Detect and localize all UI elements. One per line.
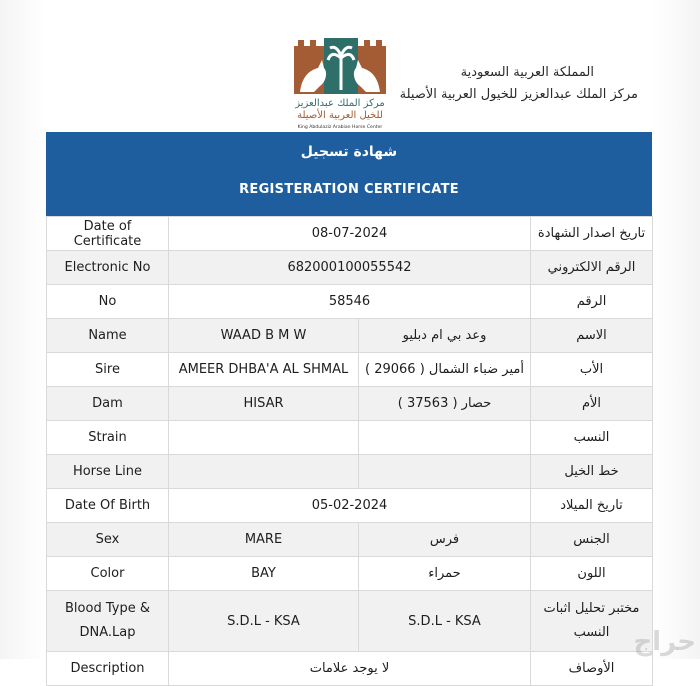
value-en: MARE	[169, 523, 359, 557]
logo-arabic-line1: مركز الملك عبدالعزيز	[295, 98, 385, 109]
value-ar: حمراء	[359, 557, 531, 591]
label-en: Color	[47, 557, 169, 591]
label-en: Date Of Birth	[47, 489, 169, 523]
value-ar: فرس	[359, 523, 531, 557]
certificate-header	[46, 22, 652, 132]
label-en: Dam	[47, 387, 169, 421]
value-en: WAAD B M W	[169, 319, 359, 353]
watermark: حراج	[633, 627, 696, 657]
value-ar: S.D.L - KSA	[359, 591, 531, 652]
row-electronic-no	[47, 251, 653, 285]
row-no	[47, 285, 653, 319]
logo-english: King Abdulaziz Arabian Horse Center	[297, 125, 383, 130]
label-en: No	[47, 285, 169, 319]
certificate-banner	[46, 132, 652, 216]
value: 58546	[169, 285, 531, 319]
value: 682000100055542	[169, 251, 531, 285]
value-ar: وعد بي ام دبليو	[359, 319, 531, 353]
row-date-of-birth	[47, 489, 653, 523]
label-ar: تاريخ اصدار الشهادة	[531, 217, 653, 251]
value-en	[169, 455, 359, 489]
value-ar: حصار ( 37563 )	[359, 387, 531, 421]
value-en: HISAR	[169, 387, 359, 421]
label-ar: تاريخ الميلاد	[531, 489, 653, 523]
value: 05-02-2024	[169, 489, 531, 523]
value: 08-07-2024	[169, 217, 531, 251]
label-en-line2: DNA.Lap	[79, 625, 136, 640]
label-en	[47, 591, 169, 652]
value-en: BAY	[169, 557, 359, 591]
value-ar: أمير ضباء الشمال ( 29066 )	[359, 353, 531, 387]
label-en: Sex	[47, 523, 169, 557]
label-ar: الرقم الالكتروني	[531, 251, 653, 285]
label-ar: الأب	[531, 353, 653, 387]
label-en: Horse Line	[47, 455, 169, 489]
center-logo-icon	[284, 30, 396, 132]
value-en: AMEER DHBA'A AL SHMAL	[169, 353, 359, 387]
certificate-table	[46, 216, 653, 686]
label-ar-line1: مختبر تحليل اثبات	[543, 601, 640, 616]
label-en: Description	[47, 652, 169, 686]
row-strain	[47, 421, 653, 455]
label-ar: الأم	[531, 387, 653, 421]
label-ar: النسب	[531, 421, 653, 455]
row-sire	[47, 353, 653, 387]
label-ar: اللون	[531, 557, 653, 591]
label-ar: الرقم	[531, 285, 653, 319]
country-name: المملكة العربية السعودية	[460, 65, 594, 80]
label-en: Sire	[47, 353, 169, 387]
label-ar: الأوصاف	[531, 652, 653, 686]
row-color	[47, 557, 653, 591]
issuer-block	[400, 62, 638, 106]
label-en-line1: Blood Type &	[65, 601, 150, 616]
label-en: Name	[47, 319, 169, 353]
label-ar-line2: النسب	[573, 625, 610, 640]
label-en: Strain	[47, 421, 169, 455]
row-dam	[47, 387, 653, 421]
value-ar	[359, 421, 531, 455]
logo-arabic-line2: للخيل العربية الأصيلة	[297, 110, 383, 121]
title-english: REGISTERATION CERTIFICATE	[239, 182, 459, 197]
value-en: S.D.L - KSA	[169, 591, 359, 652]
label-en: Electronic No	[47, 251, 169, 285]
row-sex	[47, 523, 653, 557]
row-name	[47, 319, 653, 353]
value-ar	[359, 455, 531, 489]
value-en	[169, 421, 359, 455]
label-ar: خط الخيل	[531, 455, 653, 489]
label-en: Date of Certificate	[47, 217, 169, 251]
certificate-page	[46, 22, 652, 676]
title-arabic: شهادة تسجيل	[300, 144, 398, 160]
label-ar: الاسم	[531, 319, 653, 353]
row-date	[47, 217, 653, 251]
row-horse-line	[47, 455, 653, 489]
center-name: مركز الملك عبدالعزيز للخيول العربية الأصيلة	[399, 87, 638, 102]
row-description	[47, 652, 653, 686]
label-ar: الجنس	[531, 523, 653, 557]
value: لا يوجد علامات	[169, 652, 531, 686]
row-blood-type	[47, 591, 653, 652]
